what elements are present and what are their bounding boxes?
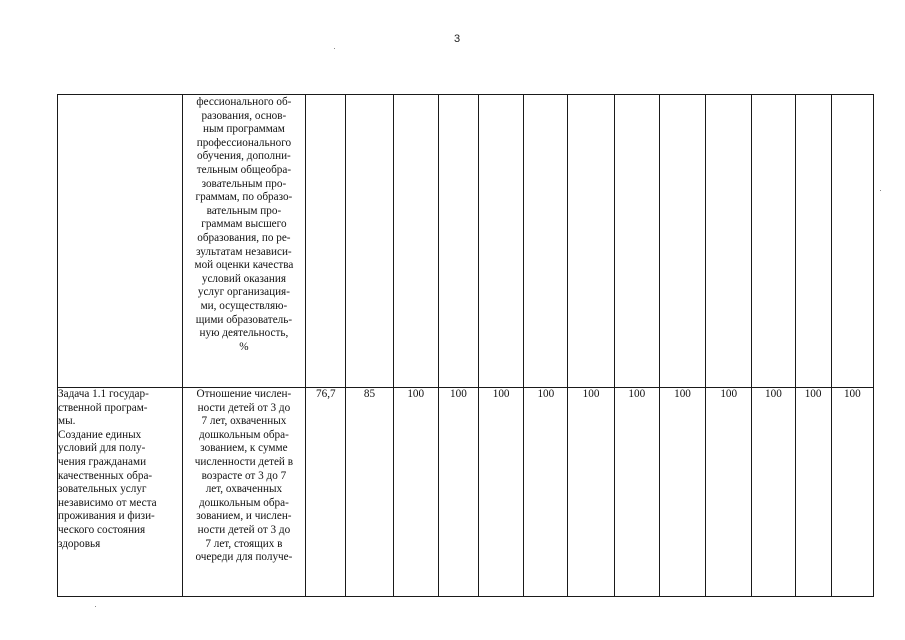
goal-text-line: проживания и физи-	[58, 510, 155, 523]
table-row	[58, 388, 874, 597]
indicator-text-line: ную деятельность,	[199, 327, 289, 340]
indicator-text-line: дошкольным обра-	[198, 428, 289, 441]
value-cell: 100	[479, 388, 524, 597]
scan-speck	[880, 190, 881, 191]
value-cell	[614, 95, 659, 388]
value-cell: 100	[568, 388, 614, 597]
goal-text-line: независимо от места	[58, 496, 157, 509]
goal-text-line: чения гражданами	[58, 455, 147, 468]
indicator-text-line: 7 лет, стоящих в	[205, 537, 283, 550]
value-cell	[659, 95, 705, 388]
indicator-text-line: тельным общеобра-	[196, 163, 292, 176]
indicator-text-line: зованием, и числен-	[196, 510, 292, 523]
goal-text-line: Создание единых	[58, 428, 142, 441]
indicator-text-line: граммам, по образо-	[195, 191, 293, 204]
goal-text-line: условий для полу-	[58, 442, 146, 455]
goal-text-line: качественных обра-	[58, 469, 153, 482]
indicator-text-line: щими образователь-	[195, 313, 293, 326]
value-cell: 100	[752, 388, 795, 597]
value-cell: 100	[393, 388, 438, 597]
indicator-text-line: профессионального	[196, 136, 292, 149]
value-cell	[479, 95, 524, 388]
program-indicators-table	[57, 94, 874, 597]
indicator-text-line: вательным про-	[206, 204, 282, 217]
indicator-text-line: граммам высшего	[201, 218, 287, 231]
goal-text-line: ческого состояния	[58, 523, 146, 536]
value-cell: 100	[614, 388, 659, 597]
goal-text-line: ственной програм-	[58, 401, 148, 414]
value-cell: 100	[831, 388, 873, 597]
value-cell	[831, 95, 873, 388]
indicator-text-line: %	[239, 340, 249, 353]
table-row	[58, 95, 874, 388]
value-cell	[393, 95, 438, 388]
indicator-text-line: возрасте от 3 до 7	[201, 469, 287, 482]
value-cell	[706, 95, 752, 388]
indicator-text-line: зультатам независи-	[196, 245, 292, 258]
indicator-cell	[182, 388, 306, 597]
value-cell: 100	[659, 388, 705, 597]
indicator-text-line: ным программам	[202, 123, 285, 136]
value-cell	[568, 95, 614, 388]
indicator-text-line: образования, по ре-	[197, 231, 291, 244]
indicator-text-line: разования, основ-	[201, 109, 287, 122]
value-cell	[346, 95, 393, 388]
indicator-text-line: ности детей от 3 до	[197, 401, 291, 414]
indicator-text-line: Отношение числен-	[196, 388, 292, 400]
indicator-text-line: мой оценки качества	[194, 259, 294, 272]
value-cell: 100	[524, 388, 568, 597]
goal-text-line: мы.	[58, 415, 76, 428]
indicator-text-line: зовательным про-	[201, 177, 287, 190]
value-cell	[438, 95, 478, 388]
value-cell	[795, 95, 831, 388]
indicator-cell	[182, 95, 306, 388]
indicator-text-line: услуг организация-	[197, 286, 290, 299]
value-cell: 100	[795, 388, 831, 597]
goal-text-line: здоровья	[58, 537, 101, 550]
scan-speck	[95, 606, 96, 607]
goal-cell	[58, 388, 183, 597]
indicator-text-line: ми, осуществляю-	[200, 299, 288, 312]
value-cell	[524, 95, 568, 388]
indicator-text-line: фессионального об-	[196, 96, 292, 108]
value-cell: 76,7	[306, 388, 346, 597]
goal-text-line: Задача 1.1 государ-	[58, 388, 149, 400]
indicator-text-line: зованием, к сумме	[200, 442, 288, 455]
indicator-text-line: очереди для получе-	[195, 551, 293, 564]
value-cell: 85	[346, 388, 393, 597]
value-cell	[752, 95, 795, 388]
value-cell: 100	[706, 388, 752, 597]
indicator-text-line: лет, охваченных	[205, 483, 283, 496]
value-cell	[306, 95, 346, 388]
goal-cell	[58, 95, 183, 388]
indicator-text-line: численности детей в	[194, 455, 293, 468]
page-number: 3	[454, 33, 461, 45]
indicator-text-line: обучения, дополни-	[197, 150, 291, 163]
scan-speck	[334, 48, 335, 49]
value-cell: 100	[438, 388, 478, 597]
indicator-text-line: условий оказания	[201, 272, 286, 285]
indicator-text-line: ности детей от 3 до	[197, 523, 291, 536]
goal-text-line: зовательных услуг	[58, 483, 147, 496]
indicator-text-line: дошкольным обра-	[198, 496, 289, 509]
indicator-text-line: 7 лет, охваченных	[201, 415, 287, 428]
